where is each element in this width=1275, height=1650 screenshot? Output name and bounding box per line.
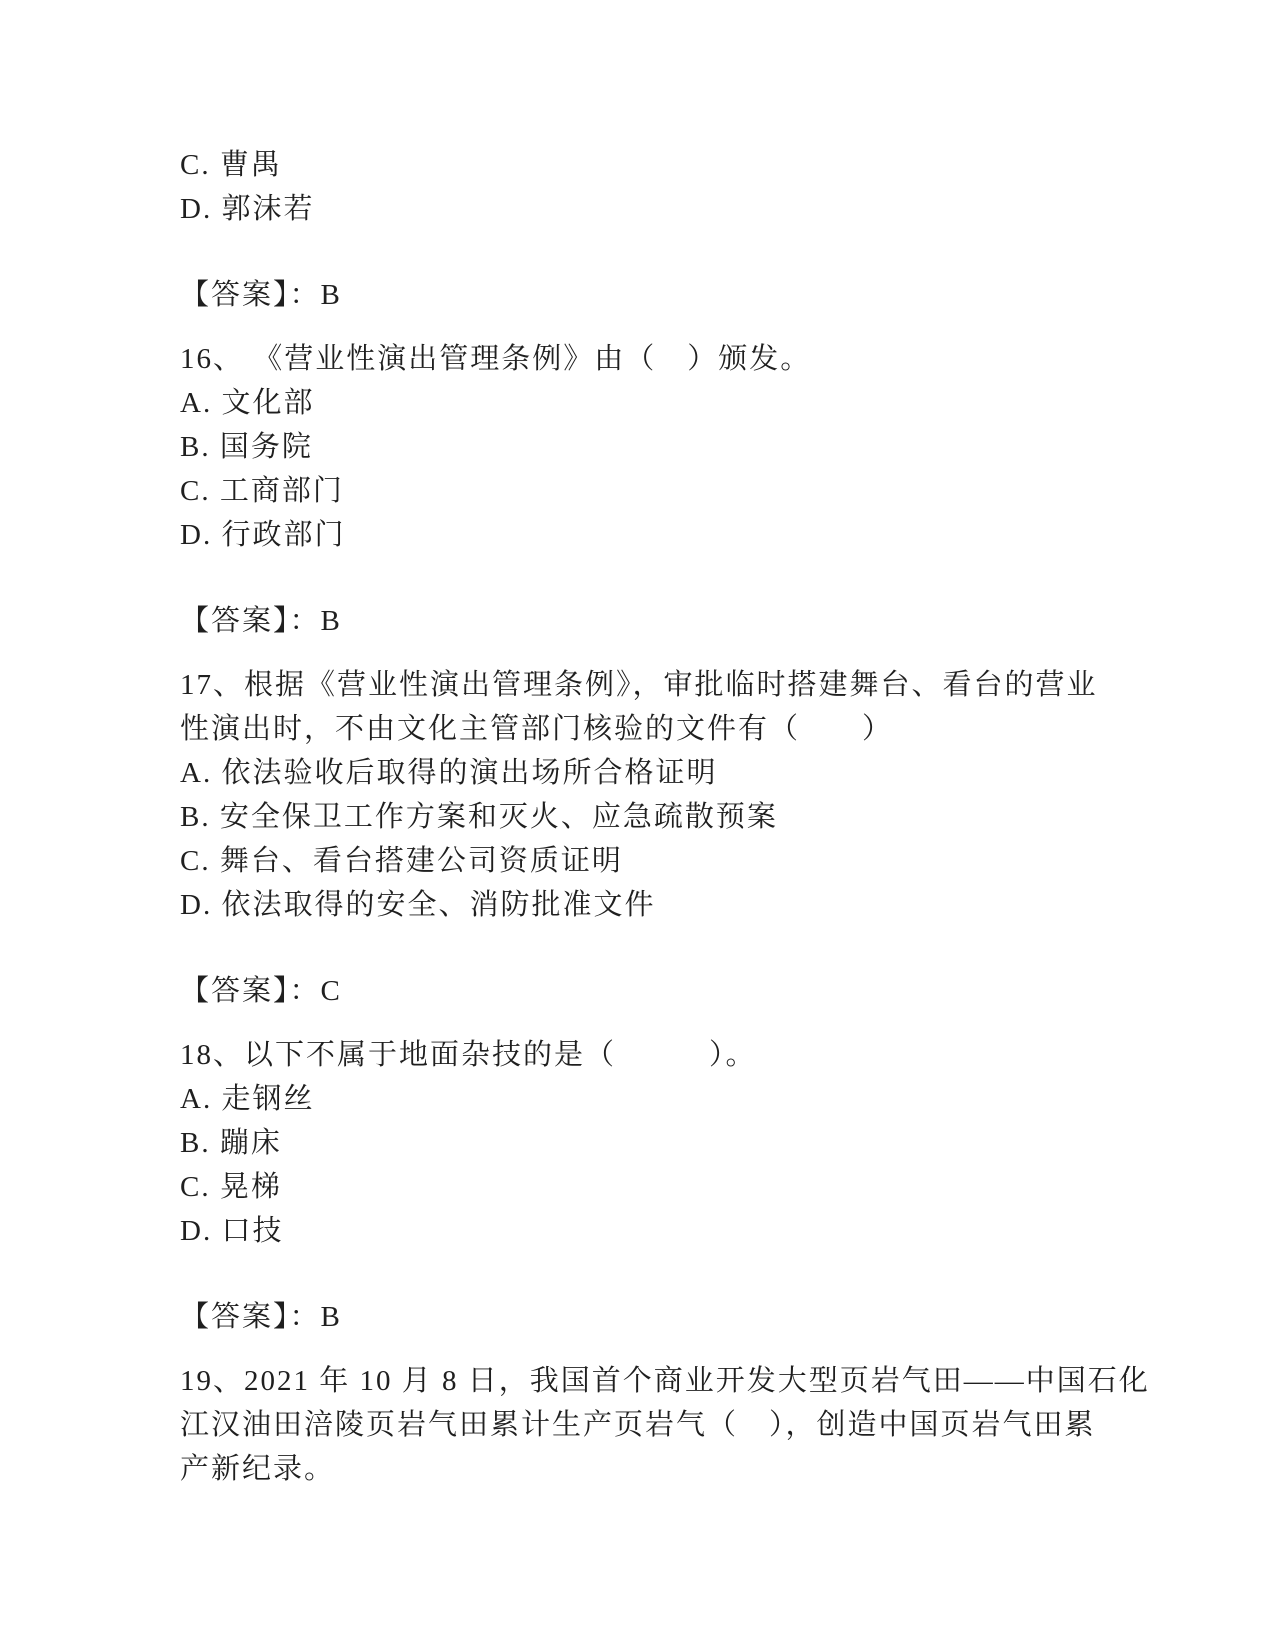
q17-question-line-1: 17、根据《营业性演出管理条例》，审批临时搭建舞台、看台的营业 xyxy=(180,669,1098,701)
q19-question-line-2: 江汉油田涪陵页岩气田累计生产页岩气（ ），创造中国页岩气田累 xyxy=(180,1409,1096,1441)
q17-option-c: C. 舞台、看台搭建公司资质证明 xyxy=(180,845,623,877)
q16-question: 16、 《营业性演出管理条例》由（ ）颁发。 xyxy=(180,343,812,375)
q15-option-c: C. 曹禺 xyxy=(180,149,282,181)
q15-option-d: D. 郭沫若 xyxy=(180,193,315,225)
q18-question: 18、以下不属于地面杂技的是（ ）。 xyxy=(180,1039,757,1071)
exam-question-document xyxy=(180,143,1180,1491)
q17-option-d: D. 依法取得的安全、消防批准文件 xyxy=(180,889,656,921)
q19-question-line-1: 19、2021 年 10 月 8 日，我国首个商业开发大型页岩气田——中国石化 xyxy=(180,1365,1150,1397)
q18-option-b: B. 蹦床 xyxy=(180,1127,282,1159)
q16-option-a: A. 文化部 xyxy=(180,387,315,419)
q17-option-a: A. 依法验收后取得的演出场所合格证明 xyxy=(180,757,718,789)
q18-answer: 【答案】：B xyxy=(180,1301,342,1333)
q17-answer: 【答案】：C xyxy=(180,975,342,1007)
q16-option-d: D. 行政部门 xyxy=(180,519,346,551)
q19-question-line-3: 产新纪录。 xyxy=(180,1453,336,1485)
q17-option-b: B. 安全保卫工作方案和灭火、应急疏散预案 xyxy=(180,801,778,833)
q18-option-d: D. 口技 xyxy=(180,1215,284,1247)
q15-answer: 【答案】：B xyxy=(180,279,342,311)
q17-question-line-2: 性演出时，不由文化主管部门核验的文件有（ ） xyxy=(180,713,894,745)
q18-option-c: C. 晃梯 xyxy=(180,1171,282,1203)
q16-option-c: C. 工商部门 xyxy=(180,475,344,507)
q16-option-b: B. 国务院 xyxy=(180,431,313,463)
q18-option-a: A. 走钢丝 xyxy=(180,1083,315,1115)
q16-answer: 【答案】：B xyxy=(180,605,342,637)
